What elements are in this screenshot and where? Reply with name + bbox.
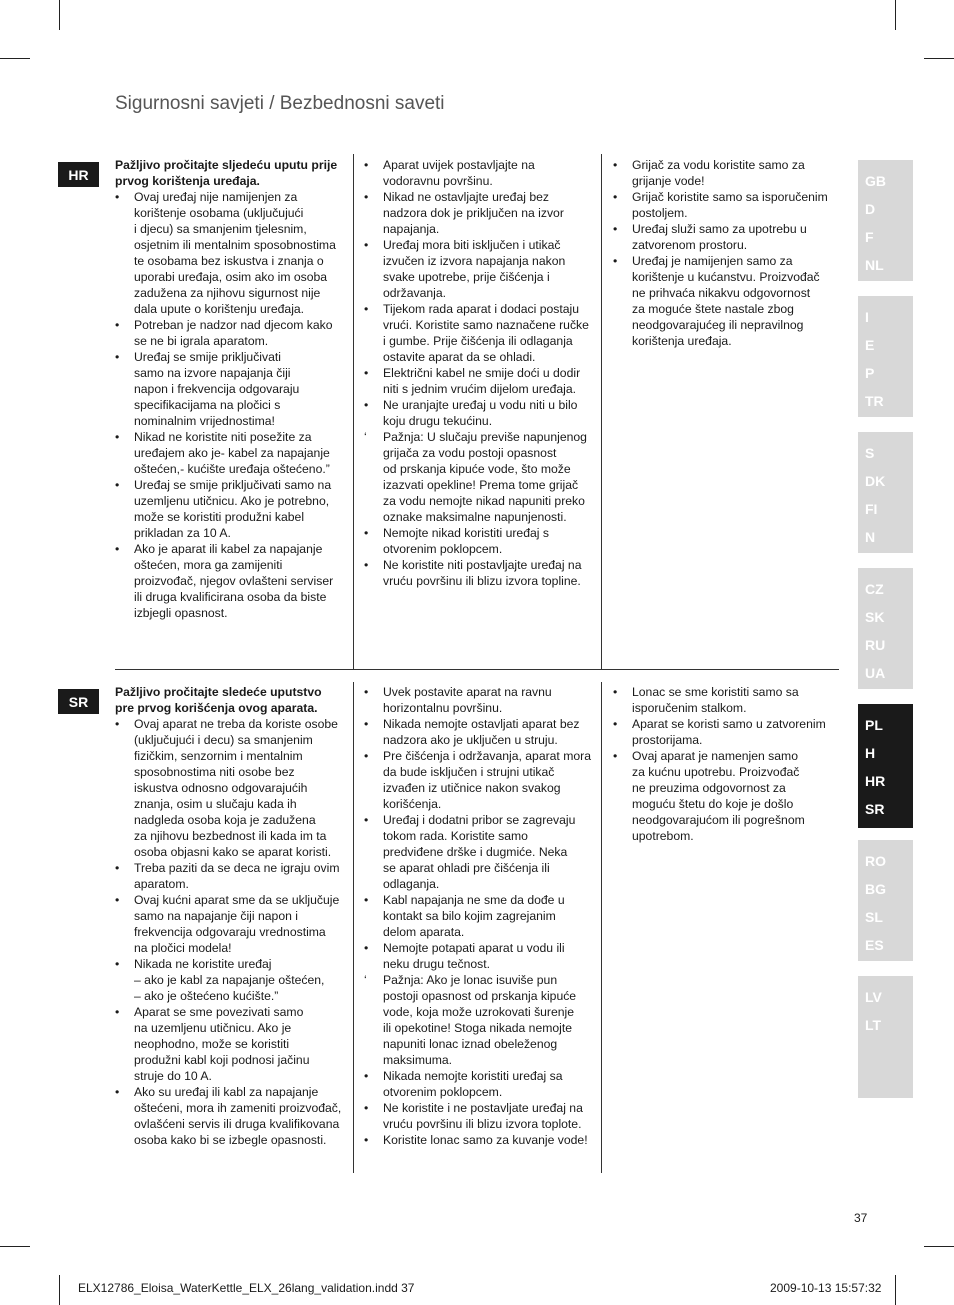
- language-tab-f: F: [865, 229, 874, 245]
- list-item: [613, 189, 843, 221]
- list-item: [115, 1084, 350, 1148]
- list-item-text: Ovaj uređaj nije namijenjen za korištenje osobama (uključujući i djecu) sa smanjenim tjelesnim, osjetnim ili mentalnim sposobnostima te osobama bez iskustva i znanja o uporabi uređaja, osim ako im osoba zadužena za njihovu sigurnost nije dala upute o korištenju uređaja.: [134, 190, 336, 316]
- list-item: [115, 956, 350, 1004]
- list-item-text: Potreban je nadzor nad djecom kako se ne bi igrala aparatom.: [134, 318, 333, 348]
- language-group: [858, 296, 913, 417]
- bullet-marker: •: [115, 430, 120, 444]
- bullet-marker: •: [364, 1069, 369, 1083]
- language-tab-ro: RO: [865, 853, 886, 869]
- language-tab-lv: LV: [865, 989, 882, 1005]
- sr-intro: Pažljivo pročitajte sledeće uputstvo pre prvog korišćenja ovog aparata.: [115, 685, 322, 715]
- language-tab-bg: BG: [865, 881, 886, 897]
- language-tab-e: E: [865, 337, 875, 353]
- list-item: [115, 860, 350, 892]
- bullet-marker: •: [364, 941, 369, 955]
- list-item-text: Nemojte nikad koristiti uređaj s otvorenim poklopcem.: [383, 526, 549, 556]
- list-item: [613, 253, 843, 349]
- list-item-text: Grijač koristite samo sa isporučenim postoljem.: [632, 190, 828, 220]
- list-item-text: Ako su uređaj ili kabl za napajanje oštećeni, mora ih zameniti proizvođač, ovlašćeni servis ili druga kvalifikovana osoba kako bi se izbegle opasnosti.: [134, 1085, 342, 1147]
- language-tab-tr: TR: [865, 393, 884, 409]
- list-item: [613, 748, 843, 844]
- list-item: [364, 1132, 600, 1148]
- language-tab-cz: CZ: [865, 581, 884, 597]
- list-item-text: Nikada ne koristite uređaj – ako je kabl za napajanje oštećen, – ako je oštećeno kućište.”: [134, 957, 325, 1003]
- language-tab-lt: LT: [865, 1017, 882, 1033]
- language-tab-sr: SR: [865, 801, 885, 817]
- bullet-marker: ‘: [364, 430, 367, 444]
- list-item-text: Uređaj i dodatni pribor se zagrevaju tokom rada. Koristite samo predviđene drške i dugmiće. Neka se aparat ohladi pre čišćenja ili odlaganja.: [383, 813, 576, 891]
- bullet-marker: •: [613, 749, 618, 763]
- list-item-text: Ne koristite i ne postavljate uređaj na vruću površinu ili blizu izvora toplote.: [383, 1101, 583, 1131]
- bullet-marker: •: [364, 749, 369, 763]
- list-item-text: Uređaj je namijenjen samo za korištenje u kućanstvu. Proizvođač ne prihvaća nikakvu odgovornost za moguće štete nastale zbog neodgovarajućeg ili nepravilnog korištenja uređaja.: [632, 254, 820, 348]
- language-tab-d: D: [865, 201, 876, 217]
- list-item: [364, 525, 600, 557]
- list-item: [364, 748, 600, 812]
- language-group: [858, 840, 913, 961]
- column-divider: [353, 154, 354, 670]
- hr-list-3: [613, 157, 843, 349]
- language-tab-n: N: [865, 529, 876, 545]
- bullet-marker: •: [364, 398, 369, 412]
- list-item: [613, 221, 843, 253]
- list-item-text: Ako je aparat ili kabel za napajanje oštećen, mora ga zamijeniti proizvođač, njegov ovlašteni serviser ili druga kvalificirana osoba da biste izbjegli opasnost.: [134, 542, 334, 620]
- bullet-marker: •: [613, 158, 618, 172]
- list-item-text: Pre čišćenja i održavanja, aparat mora da bude isključen i strujni utikač izvađen iz utičnice nakon svakog korišćenja.: [383, 749, 591, 811]
- crop-mark: [59, 0, 60, 30]
- list-item-text: Lonac se sme koristiti samo sa isporučenim stalkom.: [632, 685, 799, 715]
- list-item: [613, 157, 843, 189]
- list-item-text: Uređaj služi samo za upotrebu u zatvorenom prostoru.: [632, 222, 807, 252]
- section-divider: [115, 669, 839, 670]
- hr-list-2: [364, 157, 600, 589]
- crop-mark: [0, 1246, 30, 1247]
- list-item: [364, 301, 600, 365]
- column-divider: [353, 682, 354, 1173]
- language-tab-sl: SL: [865, 909, 883, 925]
- list-item: [364, 365, 600, 397]
- list-item: [364, 237, 600, 301]
- bullet-marker: •: [115, 957, 120, 971]
- hr-column-1: [115, 157, 350, 621]
- list-item: [613, 716, 843, 748]
- list-item: [115, 477, 350, 541]
- bullet-marker: •: [364, 893, 369, 907]
- language-tab-p: P: [865, 365, 875, 381]
- list-item-text: Nikada nemojte koristiti uređaj sa otvorenim poklopcem.: [383, 1069, 563, 1099]
- bullet-marker: •: [115, 893, 120, 907]
- list-item: [115, 349, 350, 429]
- bullet-marker: •: [613, 685, 618, 699]
- list-item: [364, 189, 600, 237]
- bullet-marker: •: [613, 717, 618, 731]
- footer-timestamp: 2009-10-13 15:57:32: [770, 1281, 882, 1295]
- list-item-text: Koristite lonac samo za kuvanje vode!: [383, 1133, 588, 1147]
- bullet-marker: •: [364, 190, 369, 204]
- bullet-marker: •: [364, 685, 369, 699]
- list-item: [364, 972, 600, 1068]
- sr-list-3: [613, 684, 843, 844]
- list-item-text: Ovaj aparat je namenjen samo za kućnu upotrebu. Proizvođač ne preuzima odgovornost za moguću štetu do koje je došlo neodgovarajućom ili pogrešnom upotrebom.: [632, 749, 805, 843]
- language-tab-ru: RU: [865, 637, 886, 653]
- bullet-marker: •: [115, 861, 120, 875]
- bullet-marker: •: [364, 526, 369, 540]
- list-item: [364, 397, 600, 429]
- bullet-marker: •: [613, 190, 618, 204]
- language-tab-pl: PL: [865, 717, 883, 733]
- bullet-marker: •: [364, 1133, 369, 1147]
- bullet-marker: •: [364, 158, 369, 172]
- language-tab-sk: SK: [865, 609, 885, 625]
- bullet-marker: •: [115, 318, 120, 332]
- list-item: [364, 1100, 600, 1132]
- list-item-text: Ne koristite niti postavljajte uređaj na vruću površinu ili blizu izvora topline.: [383, 558, 582, 588]
- bullet-marker: •: [364, 813, 369, 827]
- list-item-text: Pažnja: Ako je lonac isuviše pun postoji opasnost od prskanja kipuće vode, koja može uzrokovati šurenje ili opekotine! Stoga nikada nemojte napuniti lonac iznad obeleženog maksimuma.: [383, 973, 577, 1067]
- list-item-text: Aparat se koristi samo u zatvorenim prostorijama.: [632, 717, 826, 747]
- language-tab-nl: NL: [865, 257, 884, 273]
- language-group: [858, 568, 913, 689]
- list-item: [364, 892, 600, 940]
- bullet-marker: •: [364, 717, 369, 731]
- list-item: [115, 716, 350, 860]
- language-tab-hr: HR: [865, 773, 886, 789]
- bullet-marker: •: [115, 190, 120, 204]
- list-item-text: Ne uranjajte uređaj u vodu niti u bilo koju drugu tekućinu.: [383, 398, 578, 428]
- list-item-text: Treba paziti da se deca ne igraju ovim aparatom.: [134, 861, 340, 891]
- list-item: [364, 1068, 600, 1100]
- page-title: Sigurnosni savjeti / Bezbednosni saveti: [115, 93, 445, 114]
- bullet-marker: •: [115, 1005, 120, 1019]
- list-item: [364, 157, 600, 189]
- bullet-marker: •: [115, 478, 120, 492]
- list-item-text: Nikad ne ostavljajte uređaj bez nadzora dok je priključen na izvor napajanja.: [383, 190, 564, 236]
- list-item-text: Uređaj mora biti isključen i utikač izvučen iz izvora napajanja nakon svake upotrebe, prije čišćenja i održavanja.: [383, 238, 566, 300]
- sr-column-1: [115, 684, 350, 1148]
- list-item: [364, 684, 600, 716]
- list-item-text: Grijač za vodu koristite samo za grijanje vode!: [632, 158, 805, 188]
- bullet-marker: •: [613, 222, 618, 236]
- list-item-text: Pažnja: U slučaju previše napunjenog grijača za vodu postoji opasnost od prskanja kipuće vode, što može izazvati opekline! Prema tome grijač za vodu nemojte nikad napuniti preko oznake maksimalne napunjenosti.: [383, 430, 587, 524]
- language-tab-es: ES: [865, 937, 884, 953]
- list-item: [364, 716, 600, 748]
- crop-mark: [924, 58, 954, 59]
- language-tab-fi: FI: [865, 501, 878, 517]
- bullet-marker: •: [115, 717, 120, 731]
- column-divider: [601, 154, 602, 670]
- list-item-text: Ovaj kućni aparat sme da se uključuje samo na napajanje čiji napon i frekvencija odgovaraju vrednostima na pločici modela!: [134, 893, 340, 955]
- language-tab-dk: DK: [865, 473, 886, 489]
- sr-column-3: [613, 684, 843, 844]
- crop-mark: [0, 58, 30, 59]
- list-item-text: Uređaj se smije priključivati samo na uzemljenu utičnicu. Ako je potrebno, može se koristiti produžni kabel prikladan za 10 A.: [134, 478, 332, 540]
- list-item-text: Kabl napajanja ne sme da dođe u kontakt sa bilo kojim zagrejanim delom aparata.: [383, 893, 565, 939]
- bullet-marker: •: [613, 254, 618, 268]
- language-tab-i: I: [865, 309, 869, 325]
- hr-list-1: [115, 189, 350, 621]
- list-item-text: Aparat uvijek postavljajte na vodoravnu površinu.: [383, 158, 535, 188]
- list-item: [613, 684, 843, 716]
- list-item: [115, 1004, 350, 1084]
- language-group: [858, 160, 913, 281]
- language-tag-sr: SR: [58, 689, 99, 714]
- hr-intro: Pažljivo pročitajte sljedeću uputu prije prvog korištenja uređaja.: [115, 158, 338, 188]
- bullet-marker: •: [115, 542, 120, 556]
- sr-column-2: [364, 684, 600, 1148]
- list-item: [115, 541, 350, 621]
- list-item: [115, 892, 350, 956]
- bullet-marker: •: [364, 238, 369, 252]
- language-tag-hr: HR: [58, 162, 99, 187]
- crop-mark: [895, 1275, 896, 1305]
- language-group: [858, 432, 913, 553]
- bullet-marker: •: [364, 1101, 369, 1115]
- page-number: 37: [854, 1211, 868, 1225]
- list-item-text: Nikad ne koristite niti posežite za uređajem ako je- kabel za napajanje oštećen,- kućište uređaja oštećeno.”: [134, 430, 330, 476]
- list-item: [364, 557, 600, 589]
- hr-column-3: [613, 157, 843, 349]
- footer-filename: ELX12786_Eloisa_WaterKettle_ELX_26lang_validation.indd 37: [78, 1281, 415, 1295]
- sr-list-2: [364, 684, 600, 1148]
- crop-mark: [895, 0, 896, 30]
- list-item: [115, 429, 350, 477]
- list-item: [115, 317, 350, 349]
- bullet-marker: •: [115, 1085, 120, 1099]
- list-item: [364, 812, 600, 892]
- hr-column-2: [364, 157, 600, 589]
- crop-mark: [924, 1246, 954, 1247]
- list-item: [364, 429, 600, 525]
- list-item-text: Ovaj aparat ne treba da koriste osobe (uključujući i decu) sa smanjenim fizičkim, senzornim i mentalnim sposobnostima niti osobe bez iskustva odnosno odgovarajućih znanja, osim u slučaju kada ih nadgleda osoba koja je zadužena za njihovu bezbednost ili kada im ta osoba objasni kako se aparat koristi.: [134, 717, 338, 859]
- list-item: [364, 940, 600, 972]
- language-group: [858, 976, 913, 1098]
- bullet-marker: •: [364, 558, 369, 572]
- sr-list-1: [115, 716, 350, 1148]
- language-group: [858, 704, 913, 828]
- list-item-text: Tijekom rada aparat i dodaci postaju vrući. Koristite samo naznačene ručke i gumbe. Prije čišćenja ili odlaganja ostavite aparat da se ohladi.: [383, 302, 589, 364]
- list-item-text: Nikada nemojte ostavljati aparat bez nadzora ako je uključen u struju.: [383, 717, 580, 747]
- language-tab-ua: UA: [865, 665, 886, 681]
- language-tab-gb: GB: [865, 173, 886, 189]
- crop-mark: [59, 1275, 60, 1305]
- list-item-text: Uređaj se smije priključivati samo na izvore napajanja čiji napon i frekvencija odgovaraju specifikacijama na pločici s nominalnim vrijednostima!: [134, 350, 300, 428]
- list-item-text: Nemojte potapati aparat u vodu ili neku drugu tečnost.: [383, 941, 565, 971]
- list-item-text: Aparat se sme povezivati samo na uzemljenu utičnicu. Ako je neophodno, može se koristiti produžni kabl koji podnosi jačinu struje do 10 A.: [134, 1005, 310, 1083]
- list-item: [115, 189, 350, 317]
- language-tab-h: H: [865, 745, 876, 761]
- bullet-marker: •: [364, 302, 369, 316]
- bullet-marker: •: [115, 350, 120, 364]
- language-tab-s: S: [865, 445, 875, 461]
- bullet-marker: ‘: [364, 973, 367, 987]
- list-item-text: Električni kabel ne smije doći u dodir niti s jednim vrućim dijelom uređaja.: [383, 366, 581, 396]
- column-divider: [601, 682, 602, 1173]
- list-item-text: Uvek postavite aparat na ravnu horizontalnu površinu.: [383, 685, 552, 715]
- bullet-marker: •: [364, 366, 369, 380]
